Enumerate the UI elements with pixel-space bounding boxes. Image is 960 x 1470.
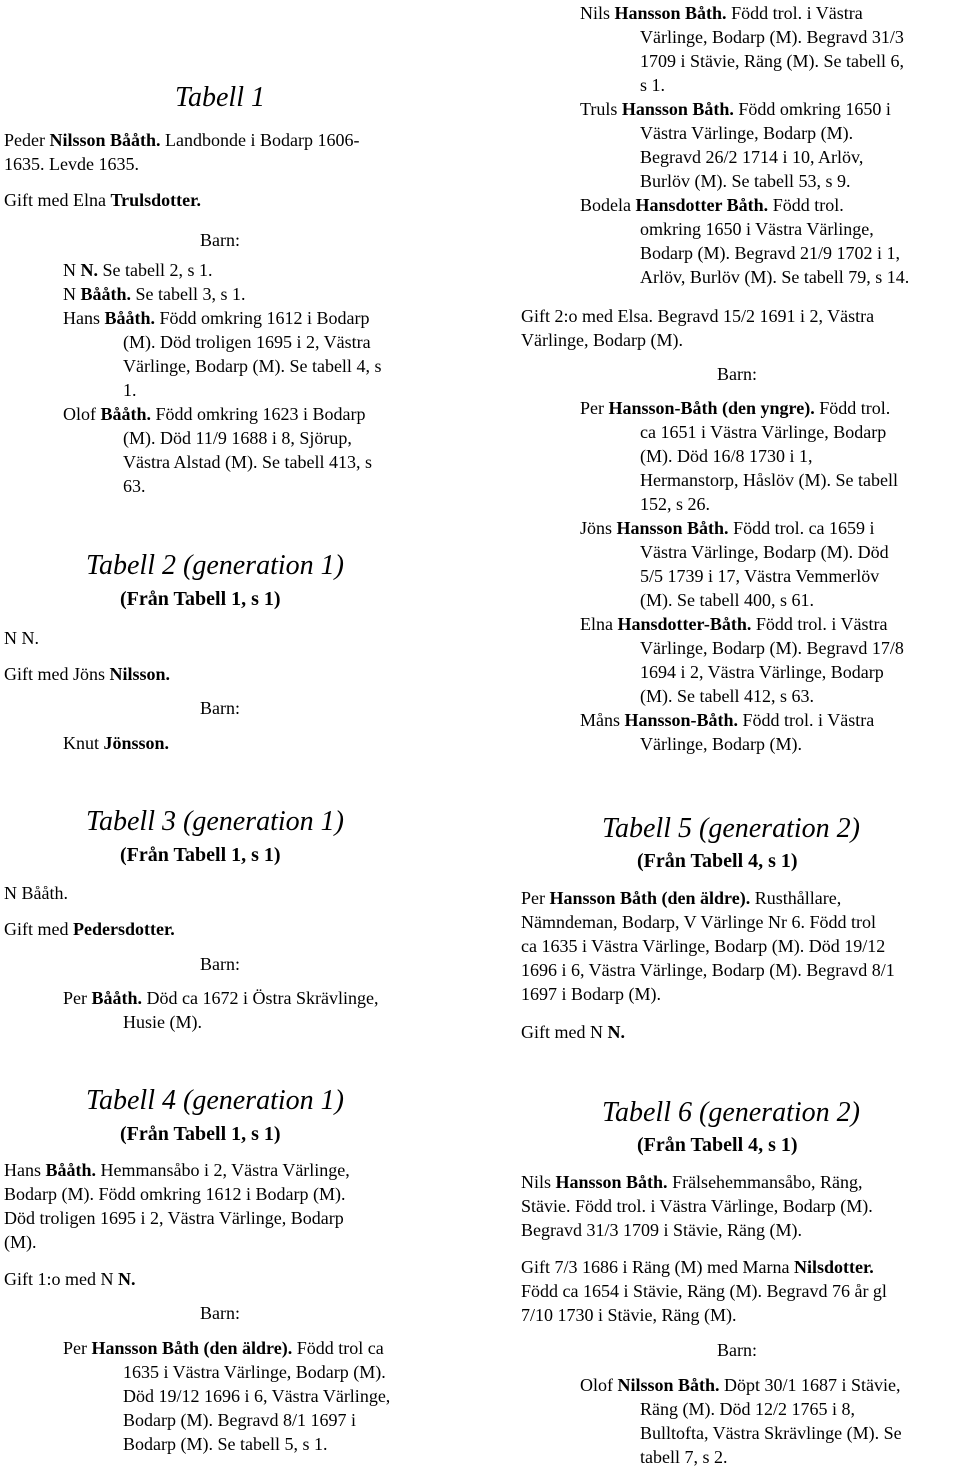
t1-child-cont: 1.	[123, 380, 137, 400]
t4-spouse-2-cont: Värlinge, Bodarp (M).	[521, 330, 683, 350]
t1-child: Hans Bååth. Född omkring 1612 i Bodarp	[63, 308, 370, 328]
t4-child-cont: Burlöv (M). Se tabell 53, s 9.	[640, 171, 851, 191]
t5-person-cont: Nämndeman, Bodarp, V Värlinge Nr 6. Född trol	[521, 912, 876, 932]
t4-child-cont: Död 19/12 1696 i 6, Västra Värlinge,	[123, 1386, 391, 1406]
t4-person-cont: (M).	[4, 1232, 37, 1252]
t4-spouse-2: Gift 2:o med Elsa. Begravd 15/2 1691 i 2, Västra	[521, 306, 875, 326]
t3-child-cont: Husie (M).	[123, 1012, 202, 1032]
t4-child-cont: (M). Död 16/8 1730 i 1,	[640, 446, 813, 466]
t4-child-cont: Värlinge, Bodarp (M). Begravd 17/8	[640, 638, 904, 658]
t3-barn-label: Barn:	[200, 954, 240, 974]
tabell-2-subtitle: (Från Tabell 1, s 1)	[120, 588, 281, 610]
t4-child: Jöns Hansson Båth. Född trol. ca 1659 i	[580, 518, 875, 538]
t3-person: N Bååth.	[4, 883, 68, 903]
t4-child: Bodela Hansdotter Båth. Född trol.	[580, 195, 844, 215]
t4-child: Truls Hansson Båth. Född omkring 1650 i	[580, 99, 891, 119]
tabell-4-title: Tabell 4 (generation 1)	[86, 1085, 344, 1116]
t4-child: Per Hansson-Båth (den yngre). Född trol.	[580, 398, 891, 418]
t4-child-cont: s 1.	[640, 75, 666, 95]
t5-person: Per Hansson Båth (den äldre). Rusthållare,	[521, 888, 842, 908]
t4-child: Elna Hansdotter-Båth. Född trol. i Västra	[580, 614, 888, 634]
tabell-4-subtitle: (Från Tabell 1, s 1)	[120, 1123, 281, 1145]
t4-barn-label-2: Barn:	[717, 364, 757, 384]
tabell-2-title: Tabell 2 (generation 1)	[86, 550, 344, 581]
t4-child-cont: Arlöv, Burlöv (M). Se tabell 79, s 14.	[640, 267, 910, 287]
t4-child: Per Hansson Båth (den äldre). Född trol ca	[63, 1338, 384, 1358]
t4-child-cont: Begravd 26/2 1714 i 10, Arlöv,	[640, 147, 864, 167]
tabell-5-title: Tabell 5 (generation 2)	[602, 813, 860, 844]
t6-child: Olof Nilsson Båth. Döpt 30/1 1687 i Stävie,	[580, 1375, 901, 1395]
t6-person-cont: Begravd 31/3 1709 i Stävie, Räng (M).	[521, 1220, 802, 1240]
t6-child-cont: Bulltofta, Västra Skrävlinge (M). Se	[640, 1423, 902, 1443]
t4-child-cont: Värlinge, Bodarp (M). Begravd 31/3	[640, 27, 904, 47]
t4-barn-label: Barn:	[200, 1303, 240, 1323]
t6-person: Nils Hansson Båth. Frälsehemmansåbo, Räng,	[521, 1172, 863, 1192]
t6-child-cont: tabell 7, s 2.	[640, 1447, 728, 1467]
t4-child-cont: Värlinge, Bodarp (M).	[640, 734, 802, 754]
tabell-3-subtitle: (Från Tabell 1, s 1)	[120, 844, 281, 866]
t1-child: Olof Bååth. Född omkring 1623 i Bodarp	[63, 404, 366, 424]
t3-spouse: Gift med Pedersdotter.	[4, 919, 175, 939]
t6-spouse-cont: 7/10 1730 i Stävie, Räng (M).	[521, 1305, 737, 1325]
t4-child-cont: 152, s 26.	[640, 494, 711, 514]
t5-spouse: Gift med N N.	[521, 1022, 625, 1042]
t1-child-cont: (M). Död troligen 1695 i 2, Västra	[123, 332, 371, 352]
t1-spouse: Gift med Elna Trulsdotter.	[4, 190, 201, 210]
t4-person-cont: Bodarp (M). Född omkring 1612 i Bodarp (M).	[4, 1184, 346, 1204]
t1-child-cont: Värlinge, Bodarp (M). Se tabell 4, s	[123, 356, 382, 376]
t4-person: Hans Bååth. Hemmansåbo i 2, Västra Värlinge,	[4, 1160, 350, 1180]
t4-child-cont: Bodarp (M). Begravd 8/1 1697 i	[123, 1410, 356, 1430]
t4-child-cont: ca 1651 i Västra Värlinge, Bodarp	[640, 422, 887, 442]
t4-child: Måns Hansson-Båth. Född trol. i Västra	[580, 710, 875, 730]
tabell-3-title: Tabell 3 (generation 1)	[86, 806, 344, 837]
tabell-6-subtitle: (Från Tabell 4, s 1)	[637, 1134, 798, 1156]
t4-child-cont: 5/5 1739 i 17, Västra Vemmerlöv	[640, 566, 880, 586]
t1-parent-cont: 1635. Levde 1635.	[4, 154, 139, 174]
t4-child-cont: (M). Se tabell 412, s 63.	[640, 686, 814, 706]
t4-child-cont: Bodarp (M). Se tabell 5, s 1.	[123, 1434, 328, 1454]
t1-child: N Bååth. Se tabell 3, s 1.	[63, 284, 246, 304]
t1-child: N N. Se tabell 2, s 1.	[63, 260, 213, 280]
t2-child: Knut Jönsson.	[63, 733, 170, 753]
t4-child-cont: (M). Se tabell 400, s 61.	[640, 590, 814, 610]
t4-child-cont: Bodarp (M). Begravd 21/9 1702 i 1,	[640, 243, 900, 263]
tabell-5-subtitle: (Från Tabell 4, s 1)	[637, 850, 798, 872]
t6-barn-label: Barn:	[717, 1340, 757, 1360]
t1-barn-label: Barn:	[200, 230, 240, 250]
t4-child-cont: Västra Värlinge, Bodarp (M). Död	[640, 542, 889, 562]
t1-child-cont: 63.	[123, 476, 146, 496]
tabell-6-title: Tabell 6 (generation 2)	[602, 1097, 860, 1128]
t4-child-cont: Västra Värlinge, Bodarp (M).	[640, 123, 854, 143]
t2-spouse: Gift med Jöns Nilsson.	[4, 664, 171, 684]
t1-child-cont: (M). Död 11/9 1688 i 8, Sjörup,	[123, 428, 352, 448]
tabell-1-title: Tabell 1	[175, 82, 265, 113]
t6-spouse-cont: Född ca 1654 i Stävie, Räng (M). Begravd 76 år gl	[521, 1281, 887, 1301]
t4-child-cont: Hermanstorp, Håslöv (M). Se tabell	[640, 470, 898, 490]
t5-person-cont: 1697 i Bodarp (M).	[521, 984, 661, 1004]
t1-parent: Peder Nilsson Bååth. Landbonde i Bodarp 1606-	[4, 130, 360, 150]
t4-child-cont: 1694 i 2, Västra Värlinge, Bodarp	[640, 662, 884, 682]
t6-spouse: Gift 7/3 1686 i Räng (M) med Marna Nilsdotter.	[521, 1257, 874, 1277]
t5-person-cont: ca 1635 i Västra Värlinge, Bodarp (M). Död 19/12	[521, 936, 886, 956]
t3-child: Per Bååth. Död ca 1672 i Östra Skrävlinge,	[63, 988, 379, 1008]
t4-child-cont: 1709 i Stävie, Räng (M). Se tabell 6,	[640, 51, 904, 71]
t5-person-cont: 1696 i 6, Västra Värlinge, Bodarp (M). Begravd 8/1	[521, 960, 895, 980]
t4-child: Nils Hansson Båth. Född trol. i Västra	[580, 3, 863, 23]
t1-child-cont: Västra Alstad (M). Se tabell 413, s	[123, 452, 372, 472]
t6-child-cont: Räng (M). Död 12/2 1765 i 8,	[640, 1399, 855, 1419]
t4-child-cont: 1635 i Västra Värlinge, Bodarp (M).	[123, 1362, 386, 1382]
t4-spouse: Gift 1:o med N N.	[4, 1269, 136, 1289]
t6-person-cont: Stävie. Född trol. i Västra Värlinge, Bodarp (M).	[521, 1196, 873, 1216]
t4-person-cont: Död troligen 1695 i 2, Västra Värlinge, Bodarp	[4, 1208, 344, 1228]
t4-child-cont: omkring 1650 i Västra Värlinge,	[640, 219, 874, 239]
t2-person: N N.	[4, 628, 39, 648]
t2-barn-label: Barn:	[200, 698, 240, 718]
